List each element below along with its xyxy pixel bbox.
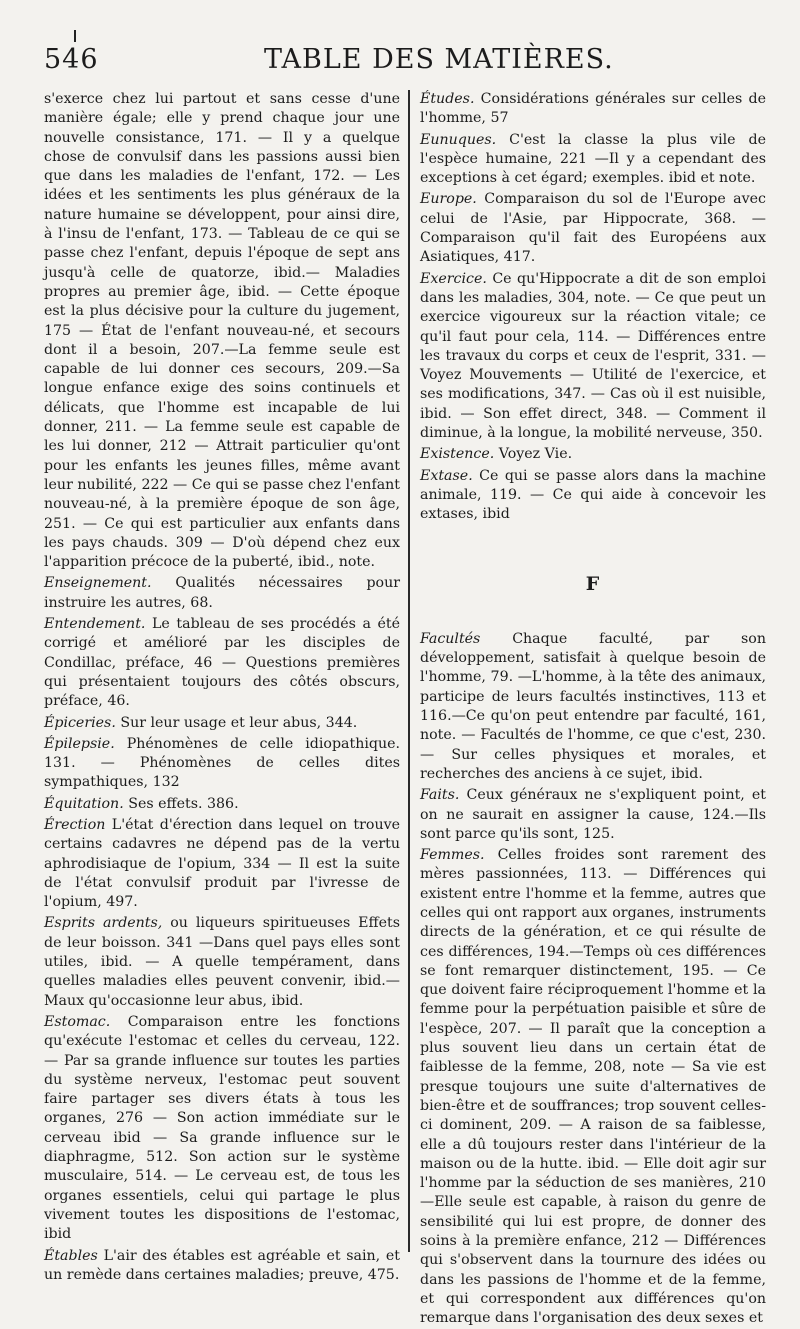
index-entry: [44, 574, 400, 613]
entry-text: L'état d'érection dans lequel on trouve certains cadavres ne dépend pas de la vertu aphrodisiaque de l'opium, 334 — Il est la suite de l'état convulsif produit par l'ivresse de l'opium, 497.: [44, 816, 400, 911]
index-entry: [44, 714, 400, 733]
entry-headword: Eunuques.: [420, 131, 497, 148]
entry-text: Le tableau de ses procédés a été corrigé et amélioré par les disciples de Condillac, préface, 46 — Questions premières qui présentaient toujours des côtés obscurs, préface, 46.: [44, 616, 400, 710]
section-letter: F: [585, 572, 601, 595]
index-entry: [420, 445, 766, 464]
entry-text: Ceux généraux ne s'expliquent point, et on ne saurait en assigner la cause, 124.—Ils sont parce qu'ils sont, 125.: [420, 787, 766, 842]
column-divider: [408, 90, 410, 1252]
entry-headword: Érection: [44, 816, 106, 833]
entry-text: Ce qui se passe alors dans la machine animale, 119. — Ce qui aide à concevoir les extases, ibid: [420, 467, 766, 523]
entry-headword: Existence.: [420, 446, 495, 463]
entry-text: Comparaison entre les fonctions qu'exécute l'estomac et celles du cerveau, 122. — Par sa grande influence sur toutes les parties du système nerveux, l'estomac peut souvent faire partager ses divers états à tous les organes, 276 — Son action immédiate sur le cerveau ibid — Sa grande influence sur le diaphragme, 512. Son action sur le système musculaire, 514. — Le cerveau est, de tous les organes essentiels, celui qui partage le plus vivement toutes les dispositions de l'estomac, ibid: [44, 1013, 400, 1243]
entry-headword: Exercice.: [420, 270, 487, 287]
index-entry: [44, 795, 400, 814]
entry-headword: Enseignement.: [44, 575, 152, 592]
entry-headword: Épiceries.: [44, 714, 116, 731]
index-entry: [420, 270, 766, 444]
scan-mark: [74, 30, 76, 42]
entry-headword: Étables: [44, 1247, 98, 1264]
entry-headword: Europe.: [420, 191, 477, 208]
entry-headword: Facultés: [420, 630, 481, 647]
entry-text: Ses effets. 386.: [128, 795, 239, 812]
entry-text: Considérations générales sur celles de l'homme, 57: [420, 91, 766, 127]
index-entry: [44, 1247, 400, 1286]
entry-text: L'air des étables est agréable et sain, et un remède dans certaines maladies; preuve, 475.: [44, 1247, 400, 1283]
index-entry: [44, 816, 400, 912]
index-entry: [420, 846, 766, 1328]
entry-headword: Estomac.: [44, 1013, 111, 1030]
page-header: [0, 30, 800, 88]
entry-text: ou liqueurs spiritueuses Effets de leur boisson. 341 —Dans quel pays elles sont utiles, ibid. — A quelle tempérament, dans quelles maladies elles peuvent convenir, ibid.— Maux qu'occasionne leur abus, ibid.: [44, 915, 400, 1009]
index-entry: [44, 914, 400, 1010]
entry-text: Qualités nécessaires pour instruire les autres, 68.: [44, 575, 400, 611]
index-entry: [420, 90, 766, 129]
entry-headword: Études.: [420, 91, 475, 107]
index-entry: [420, 467, 766, 525]
entry-text: Sur leur usage et leur abus, 344.: [120, 714, 358, 731]
index-entry: [44, 1013, 400, 1245]
index-entry: [420, 786, 766, 844]
entry-headword: Épilepsie.: [44, 735, 115, 752]
entry-text: Phénomènes de celle idiopathique. 131. — Phénomènes de celles dites sympathiques, 132: [44, 735, 401, 791]
left-column: [44, 90, 400, 1285]
entry-headword: Faits.: [420, 787, 460, 804]
entry-headword: Femmes.: [420, 847, 485, 864]
entry-headword: Esprits ardents,: [44, 915, 163, 932]
entry-text: Chaque faculté, par son développement, satisfait à quelque besoin de l'homme, 79. —L'homme, à la tête des animaux, participe de leurs facultés instinctives, 113 et 116.—Ce qu'on peut entendre par faculté, 161, note. — Facultés de l'homme, ce que c'est, 230. — Sur celles physiques et morales, et recherches des anciens à ce sujet, ibid.: [420, 630, 766, 782]
index-entry: [420, 190, 766, 267]
entry-text: s'exerce chez lui partout et sans cesse d'une manière égale; elle y prend chaque jour une nouvelle consistance, 171. — Il y a quelque chose de convulsif dans les passions aussi bien que dans les maladies de l'enfant, 172. — Les idées et les sentiments les plus généraux de la nature humaine se développent, pour ainsi dire, à l'insu de l'enfant, 173. — Tableau de ce qui se passe chez l'enfant, depuis l'époque de sept ans jusqu'à celle de quatorze, ibid.— Maladies propres au premier âge, ibid. — Cette époque est la plus décisive pour la culture du jugement, 175 — État de l'enfant nouveau-né, et secours dont il a besoin, 207.—La femme seule est capable de lui donner ces secours, 209.—Sa longue enfance exige des soins continuels et délicats, que l'homme est incapable de lui donner, 211. — La femme seule est capable de les lui donner, 212 — Attrait particulier qu'ont pour les enfants les jeunes filles, même avant leur nubilité, 222 — Ce qui se passe chez l'enfant nouveau-né, à la première époque de son âge, 251. — Ce qui est particulier aux enfants dans les pays chauds. 309 — D'où dépend chez eux l'apparition précoce de la puberté, ibid., note.: [44, 91, 400, 571]
running-title: TABLE DES MATIÈRES.: [264, 44, 614, 75]
entry-headword: Extase.: [420, 467, 473, 484]
index-entry: [420, 630, 766, 784]
entry-text: Voyez Vie.: [498, 446, 573, 463]
index-entry: [44, 735, 400, 793]
entry-text: Ce qu'Hippocrate a dit de son emploi dans les maladies, 304, note. — Ce que peut un exercice vigoureux sur la réaction vitale; ce qu'il faut pour cela, 114. — Différences entre les travaux du corps et ceux de l'esprit, 331. — Voyez Mouvements — Utilité de l'exercice, et ses modifications, 347. — Cas où il est nuisible, ibid. — Son effet direct, 348. — Comment il diminue, à la longue, la mobilité nerveuse, 350.: [420, 270, 766, 442]
page-number: 546: [44, 44, 99, 75]
entry-text: Celles froides sont rarement des mères passionnées, 113. — Différences qui existent entre l'homme et la femme, autres que celles qui ont rapport aux organes, instruments directs de la génération, et ce qui résulte de ces différences, 194.—Temps où ces différences se font remarquer distinctement, 195. — Ce que doivent faire réciproquement l'homme et la femme pour la perpétuation paisible et sûre de l'espèce, 207. — Il paraît que la conception a plus souvent lieu dans un certain état de faiblesse de la femme, 208, note — Sa vie est presque toujours une suite d'alternatives de bien-être et de souffrances; trop souvent celles-ci dominent, 209. — A raison de sa faiblesse, elle a dû toujours rester dans l'intérieur de la maison ou de la hutte. ibid. — Elle doit agir sur l'homme par la séduction de ses manières, 210 —Elle seule est capable, à raison du genre de sensibilité qui lui est propre, de donner des soins à la première enfance, 212 — Différences qui s'observent dans la tournure des idées ou dans les passions de l'homme et de la femme, et qui correspondent aux différences qu'on remarque dans l'organisation des deux sexes et: [420, 847, 766, 1327]
index-entry: [44, 615, 400, 711]
entry-headword: Équitation.: [44, 795, 124, 812]
entry-text: Comparaison du sol de l'Europe avec celui de l'Asie, par Hippocrate, 368. — Comparaison qu'il fait des Européens aux Asiatiques, 417.: [420, 191, 766, 266]
index-entry: [44, 90, 400, 572]
index-entry: [420, 131, 766, 189]
right-column: [420, 90, 766, 1329]
entry-headword: Entendement.: [44, 616, 146, 633]
entry-text: C'est la classe la plus vile de l'espèce humaine, 221 —Il y a cependant des exceptions à cet égard; exemples. ibid et note.: [420, 131, 766, 187]
section-gap: [420, 525, 766, 573]
